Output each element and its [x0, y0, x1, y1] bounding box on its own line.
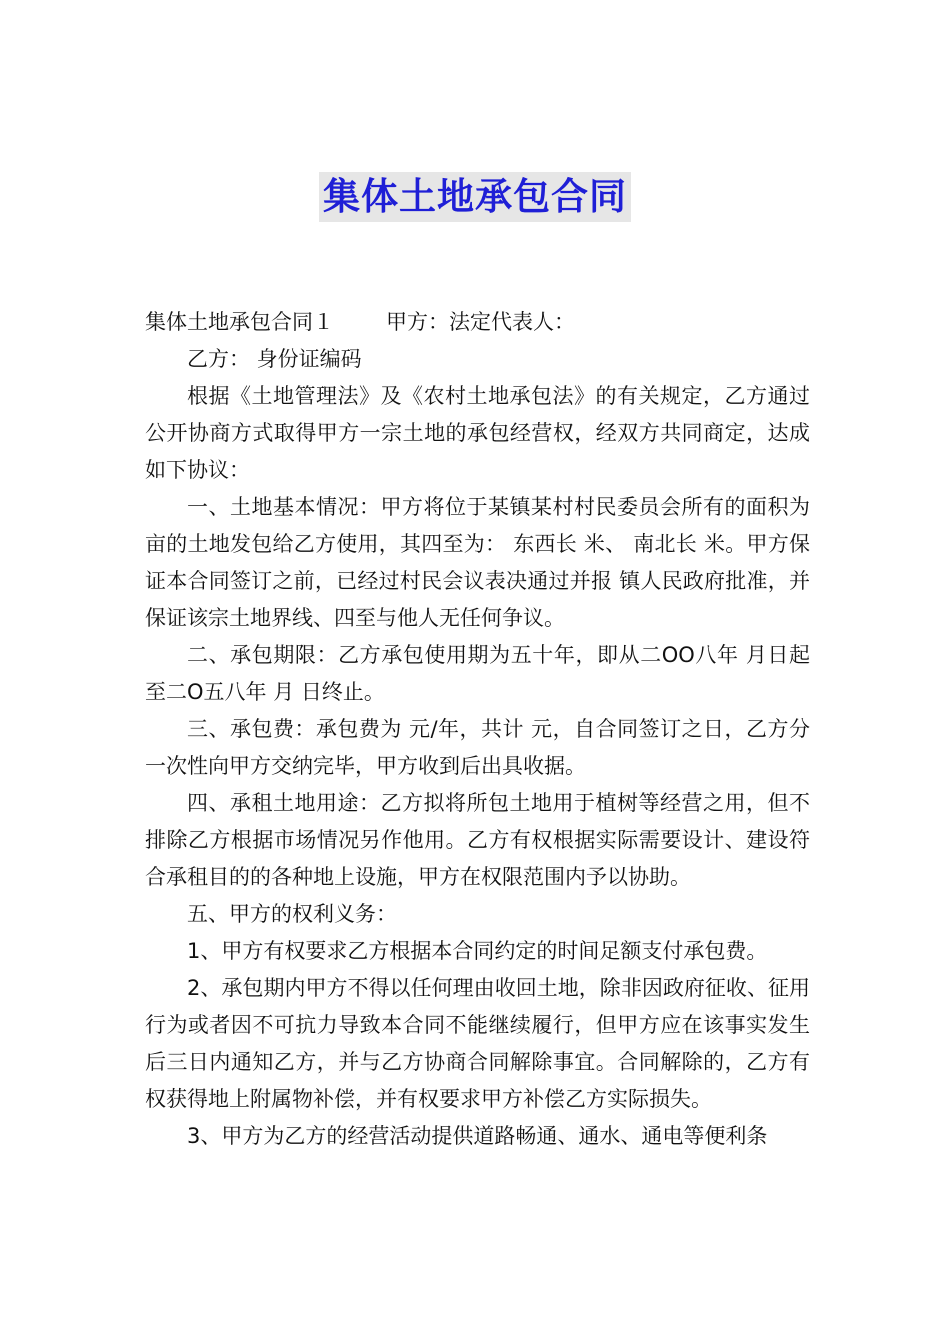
heading-line	[145, 304, 810, 341]
document-title: 集体土地承包合同	[319, 172, 631, 222]
paragraph-usage: 四、承租土地用途：乙方拟将所包土地用于植树等经营之用，但不排除乙方根据市场情况另作他用。乙方有权根据实际需要设计、建设符合承租目的的各种地上设施，甲方在权限范围内予以协助。	[145, 791, 810, 889]
paragraph-party-a-rights: 五、甲方的权利义务：	[187, 902, 397, 926]
paragraph-fee: 三、承包费：承包费为 元/年，共计 元，自合同签订之日，乙方分一次性向甲方交纳完毕，甲方收到后出具收据。	[145, 717, 810, 778]
document-title-block	[0, 172, 950, 222]
paragraph-land-info: 一、土地基本情况：甲方将位于某镇某村村民委员会所有的面积为 亩的土地发包给乙方使用，其四至为： 东西长 米、 南北长 米。甲方保证本合同签订之前，已经过村民会议表决通过并报 镇人民政府批准，并保证该宗土地界线、四至与他人无任何争议。	[145, 495, 810, 630]
paragraph-clause-1: 1、甲方有权要求乙方根据本合同约定的时间足额支付承包费。	[187, 939, 768, 963]
paragraph-preamble: 根据《土地管理法》及《农村土地承包法》的有关规定，乙方通过公开协商方式取得甲方一宗土地的承包经营权，经双方共同商定，达成如下协议：	[145, 384, 810, 482]
party-a-label: 甲方：法定代表人：	[386, 310, 575, 334]
document-body	[145, 304, 810, 1155]
paragraph-clause-2: 2、承包期内甲方不得以任何理由收回土地，除非因政府征收、征用行为或者因不可抗力导致本合同不能继续履行，但甲方应在该事实发生后三日内通知乙方，并与乙方协商合同解除事宜。合同解除的，乙方有权获得地上附属物补偿，并有权要求甲方补偿乙方实际损失。	[145, 976, 810, 1111]
contract-number-label: 集体土地承包合同１	[145, 310, 334, 334]
paragraph-term: 二、承包期限：乙方承包使用期为五十年，即从二OO八年 月日起至二O五八年 月 日终止。	[145, 643, 810, 704]
paragraph-party-b: 乙方： 身份证编码	[187, 347, 362, 371]
paragraph-clause-3: 3、甲方为乙方的经营活动提供道路畅通、通水、通电等便利条	[187, 1124, 768, 1148]
